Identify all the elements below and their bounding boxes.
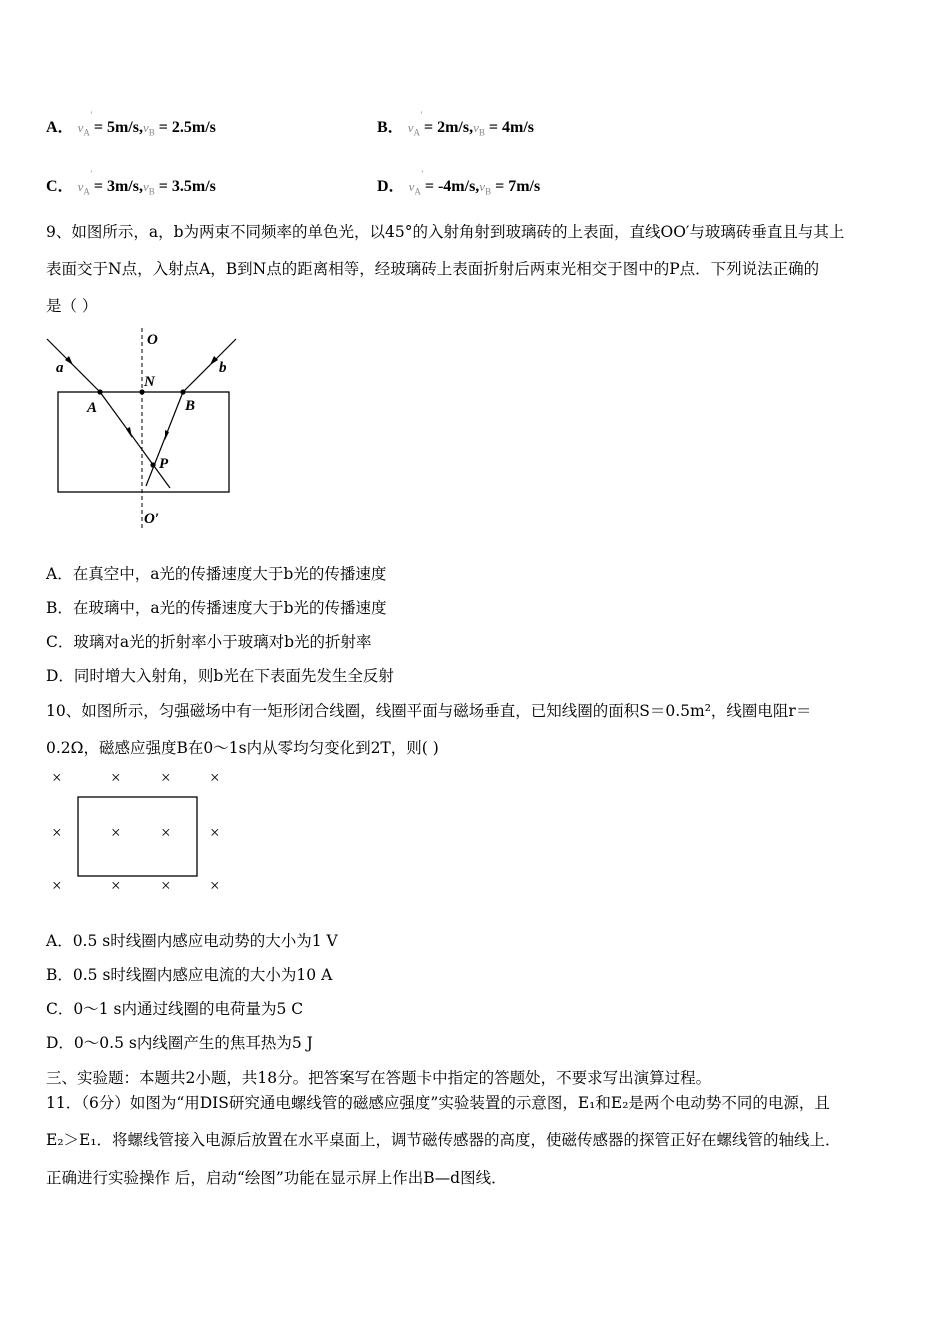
q9-stem-line1: 9、如图所示，a，b为两束不同频率的单色光，以45°的入射角射到玻璃砖的上表面，直线OO′与玻璃砖垂直且与其上 xyxy=(46,223,845,241)
arrow-a-incident xyxy=(65,356,73,365)
q10-stem-line1: 10、如图所示，匀强磁场中有一矩形闭合线圈，线圈平面与磁场垂直，已知线圈的面积S＝0.5m²，线圈电阻r＝ xyxy=(46,702,812,720)
q10-option-b: B．0.5 s时线圈内感应电流的大小为10 A xyxy=(46,966,333,984)
section-3-heading: 三、实验题：本题共2小题，共18分。把答案写在答题卡中指定的答题处，不要求写出演算过程。 xyxy=(46,1069,712,1087)
field-cross: × xyxy=(52,768,62,787)
arrow-b-incident xyxy=(210,356,218,365)
vb-symbol: $v_B$ xyxy=(142,179,155,197)
point-n xyxy=(139,389,144,394)
field-cross: × xyxy=(210,876,220,895)
q9-stem-line2: 表面交于N点，入射点A，B到N点的距离相等，经玻璃砖上表面折射后两束光相交于图中的P点．下列说法正确的 xyxy=(46,260,820,278)
q9-option-a: A．在真空中，a光的传播速度大于b光的传播速度 xyxy=(46,565,387,583)
label-o-prime: O′ xyxy=(144,511,160,527)
q8-option-a: A． $v_A$ ′ = $5m/s,v_B = 2.5m/s$ xyxy=(46,110,216,138)
field-cross: × xyxy=(111,823,121,842)
glass-brick xyxy=(58,392,229,492)
vb-symbol: $v_B$ xyxy=(142,120,155,138)
label-p: P xyxy=(159,456,169,472)
ray-b-incident xyxy=(183,339,236,392)
point-p xyxy=(150,462,155,467)
va-symbol: $v_A$ ′ xyxy=(77,110,92,138)
arrow-b-refracted xyxy=(165,430,169,440)
label-a-ray: a xyxy=(56,360,64,376)
label-a-point: A xyxy=(87,400,98,416)
vb-symbol: $v_B$ xyxy=(473,120,485,138)
label-o: O xyxy=(147,332,158,348)
label-n: N xyxy=(144,374,155,390)
arrow-a-refracted xyxy=(126,427,132,438)
field-cross: × xyxy=(210,823,220,842)
ray-a-incident xyxy=(47,339,100,392)
va-symbol: $v_A$ ′ xyxy=(407,110,422,138)
ray-a-refracted xyxy=(100,392,170,488)
field-cross: × xyxy=(161,876,171,895)
q10-option-d: D．0～0.5 s内线圈产生的焦耳热为5 J xyxy=(46,1034,313,1052)
q10-option-a: A．0.5 s时线圈内感应电动势的大小为1 V xyxy=(46,932,338,950)
va-symbol: $v_A$ ′ xyxy=(77,169,92,197)
point-b xyxy=(180,389,185,394)
field-cross: × xyxy=(52,876,62,895)
q11-stem-line3: 正确进行实验操作 后，启动“绘图”功能在显示屏上作出B—d图线． xyxy=(46,1169,507,1187)
q8-option-d: D． $v_A$ ′ = $-4m/s,v_B = 7m/s$ xyxy=(377,169,541,197)
q9-option-d: D．同时增大入射角，则b光在下表面先发生全反射 xyxy=(46,667,394,685)
label-b-ray: b xyxy=(219,360,227,376)
point-a xyxy=(97,389,102,394)
q9-option-b: B．在玻璃中，a光的传播速度大于b光的传播速度 xyxy=(46,599,387,617)
field-cross: × xyxy=(111,768,121,787)
field-cross: × xyxy=(161,768,171,787)
field-cross: × xyxy=(161,823,171,842)
q9-stem-line3: 是（ ） xyxy=(46,297,98,315)
vb-symbol: $v_B$ xyxy=(479,179,492,197)
field-cross: × xyxy=(111,876,121,895)
q8-option-c: C． $v_A$ ′ = $3m/s,v_B = 3.5m/s$ xyxy=(46,169,216,197)
q8-option-b: B． $v_A$ ′ = $2m/s,v_B = 4m/s$ xyxy=(377,110,535,138)
q11-stem-line2: E₂＞E₁．将螺线管接入电源后放置在水平桌面上，调节磁传感器的高度，使磁传感器的探管正好在螺线管的轴线上． xyxy=(46,1131,841,1149)
q11-stem-line1: 11．（6分）如图为“用DIS研究通电螺线管的磁感应强度”实验装置的示意图，E₁和E₂是两个电动势不同的电源，且 xyxy=(46,1094,830,1112)
field-cross: × xyxy=(52,823,62,842)
q10-magnetic-field-figure xyxy=(48,765,238,895)
q9-refraction-figure xyxy=(40,328,250,533)
q10-stem-line2: 0.2Ω，磁感应强度B在0～1s内从零均匀变化到2T，则( ) xyxy=(46,739,439,757)
coil-rectangle xyxy=(78,797,197,876)
field-cross: × xyxy=(210,768,220,787)
label-b-point: B xyxy=(185,398,196,414)
va-symbol: $v_A$ ′ xyxy=(408,169,423,197)
q10-option-c: C．0～1 s内通过线圈的电荷量为5 C xyxy=(46,1000,304,1018)
q9-option-c: C．玻璃对a光的折射率小于玻璃对b光的折射率 xyxy=(46,633,372,651)
